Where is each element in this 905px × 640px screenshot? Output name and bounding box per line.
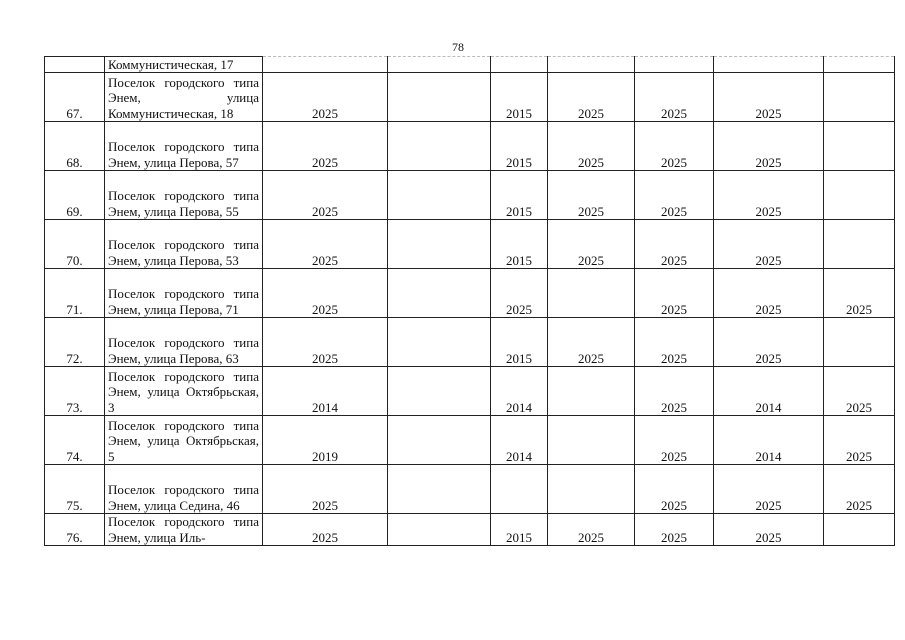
year-cell: 2025 [635, 171, 714, 220]
address-cell: Поселок городского типа Энем, улица Коммунистическая, 18 [105, 73, 263, 122]
year-cell: 2025 [714, 269, 824, 318]
year-cell: 2025 [635, 269, 714, 318]
table-row [45, 220, 895, 269]
year-cell: 2025 [263, 514, 388, 546]
year-cell [388, 465, 491, 514]
year-cell: 2015 [491, 318, 548, 367]
row-number-cell: 71. [45, 269, 105, 318]
row-number-cell: 76. [45, 514, 105, 546]
year-cell [388, 416, 491, 465]
year-cell: 2025 [263, 171, 388, 220]
year-cell [824, 514, 895, 546]
table-row [45, 171, 895, 220]
year-cell: 2025 [548, 318, 635, 367]
year-cell [824, 122, 895, 171]
year-cell: 2014 [263, 367, 388, 416]
year-cell: 2025 [714, 171, 824, 220]
year-cell: 2025 [263, 73, 388, 122]
year-cell [824, 220, 895, 269]
row-number-cell [45, 57, 105, 73]
row-number-cell: 70. [45, 220, 105, 269]
year-cell: 2025 [263, 269, 388, 318]
row-number-cell: 73. [45, 367, 105, 416]
address-cell: Поселок городского типа Энем, улица Перова, 57 [105, 122, 263, 171]
year-cell [388, 57, 491, 73]
year-cell: 2025 [714, 220, 824, 269]
year-cell: 2014 [714, 367, 824, 416]
year-cell: 2019 [263, 416, 388, 465]
table-row [45, 318, 895, 367]
address-cell: Поселок городского типа Энем, улица Перова, 71 [105, 269, 263, 318]
address-cell: Поселок городского типа Энем, улица Перова, 53 [105, 220, 263, 269]
year-cell: 2025 [824, 416, 895, 465]
year-cell [263, 57, 388, 73]
address-cell: Поселок городского типа Энем, улица Октябрьская, 5 [105, 416, 263, 465]
year-cell [388, 318, 491, 367]
year-cell: 2014 [714, 416, 824, 465]
year-cell: 2025 [714, 318, 824, 367]
row-number-cell: 74. [45, 416, 105, 465]
year-cell [824, 318, 895, 367]
year-cell [388, 73, 491, 122]
year-cell [548, 367, 635, 416]
year-cell: 2025 [263, 318, 388, 367]
year-cell: 2025 [263, 122, 388, 171]
year-cell: 2025 [263, 465, 388, 514]
table-row [45, 73, 895, 122]
address-cell: Коммунистическая, 17 [105, 57, 263, 73]
year-cell: 2025 [491, 269, 548, 318]
table-row [45, 269, 895, 318]
year-cell [548, 465, 635, 514]
year-cell: 2025 [635, 367, 714, 416]
year-cell: 2025 [548, 122, 635, 171]
housing-table [44, 56, 895, 546]
year-cell: 2015 [491, 73, 548, 122]
year-cell: 2025 [548, 171, 635, 220]
year-cell [824, 171, 895, 220]
year-cell: 2025 [714, 122, 824, 171]
year-cell: 2025 [824, 465, 895, 514]
year-cell: 2014 [491, 416, 548, 465]
year-cell [491, 465, 548, 514]
year-cell [548, 57, 635, 73]
year-cell: 2025 [548, 220, 635, 269]
table-row [45, 367, 895, 416]
year-cell [635, 57, 714, 73]
year-cell [548, 416, 635, 465]
year-cell: 2015 [491, 122, 548, 171]
year-cell: 2015 [491, 171, 548, 220]
year-cell [824, 57, 895, 73]
year-cell: 2025 [824, 269, 895, 318]
address-cell: Поселок городского типа Энем, улица Перова, 63 [105, 318, 263, 367]
page-number: 78 [452, 40, 464, 54]
year-cell: 2025 [714, 514, 824, 546]
year-cell: 2025 [635, 73, 714, 122]
year-cell: 2014 [491, 367, 548, 416]
year-cell: 2025 [548, 73, 635, 122]
year-cell: 2025 [824, 367, 895, 416]
year-cell: 2025 [263, 220, 388, 269]
year-cell: 2025 [548, 514, 635, 546]
year-cell [388, 367, 491, 416]
table-row [45, 416, 895, 465]
year-cell [548, 269, 635, 318]
table-row-continuation [45, 57, 895, 73]
year-cell [388, 220, 491, 269]
year-cell: 2025 [635, 514, 714, 546]
address-cell: Поселок городского типа Энем, улица Седина, 46 [105, 465, 263, 514]
year-cell [388, 122, 491, 171]
year-cell: 2015 [491, 514, 548, 546]
row-number-cell: 68. [45, 122, 105, 171]
address-cell: Поселок городского типа Энем, улица Иль- [105, 514, 263, 546]
row-number-cell: 72. [45, 318, 105, 367]
year-cell: 2025 [635, 465, 714, 514]
year-cell [714, 57, 824, 73]
row-number-cell: 69. [45, 171, 105, 220]
table-row [45, 122, 895, 171]
row-number-cell: 75. [45, 465, 105, 514]
address-cell: Поселок городского типа Энем, улица Октябрьская, 3 [105, 367, 263, 416]
year-cell: 2025 [635, 122, 714, 171]
row-number-cell: 67. [45, 73, 105, 122]
year-cell [388, 171, 491, 220]
year-cell [388, 269, 491, 318]
year-cell [491, 57, 548, 73]
year-cell: 2025 [635, 416, 714, 465]
year-cell: 2025 [714, 73, 824, 122]
year-cell: 2025 [635, 220, 714, 269]
address-cell: Поселок городского типа Энем, улица Перова, 55 [105, 171, 263, 220]
table-row [45, 514, 895, 546]
year-cell: 2025 [635, 318, 714, 367]
year-cell: 2015 [491, 220, 548, 269]
table-row [45, 465, 895, 514]
year-cell [824, 73, 895, 122]
year-cell: 2025 [714, 465, 824, 514]
year-cell [388, 514, 491, 546]
